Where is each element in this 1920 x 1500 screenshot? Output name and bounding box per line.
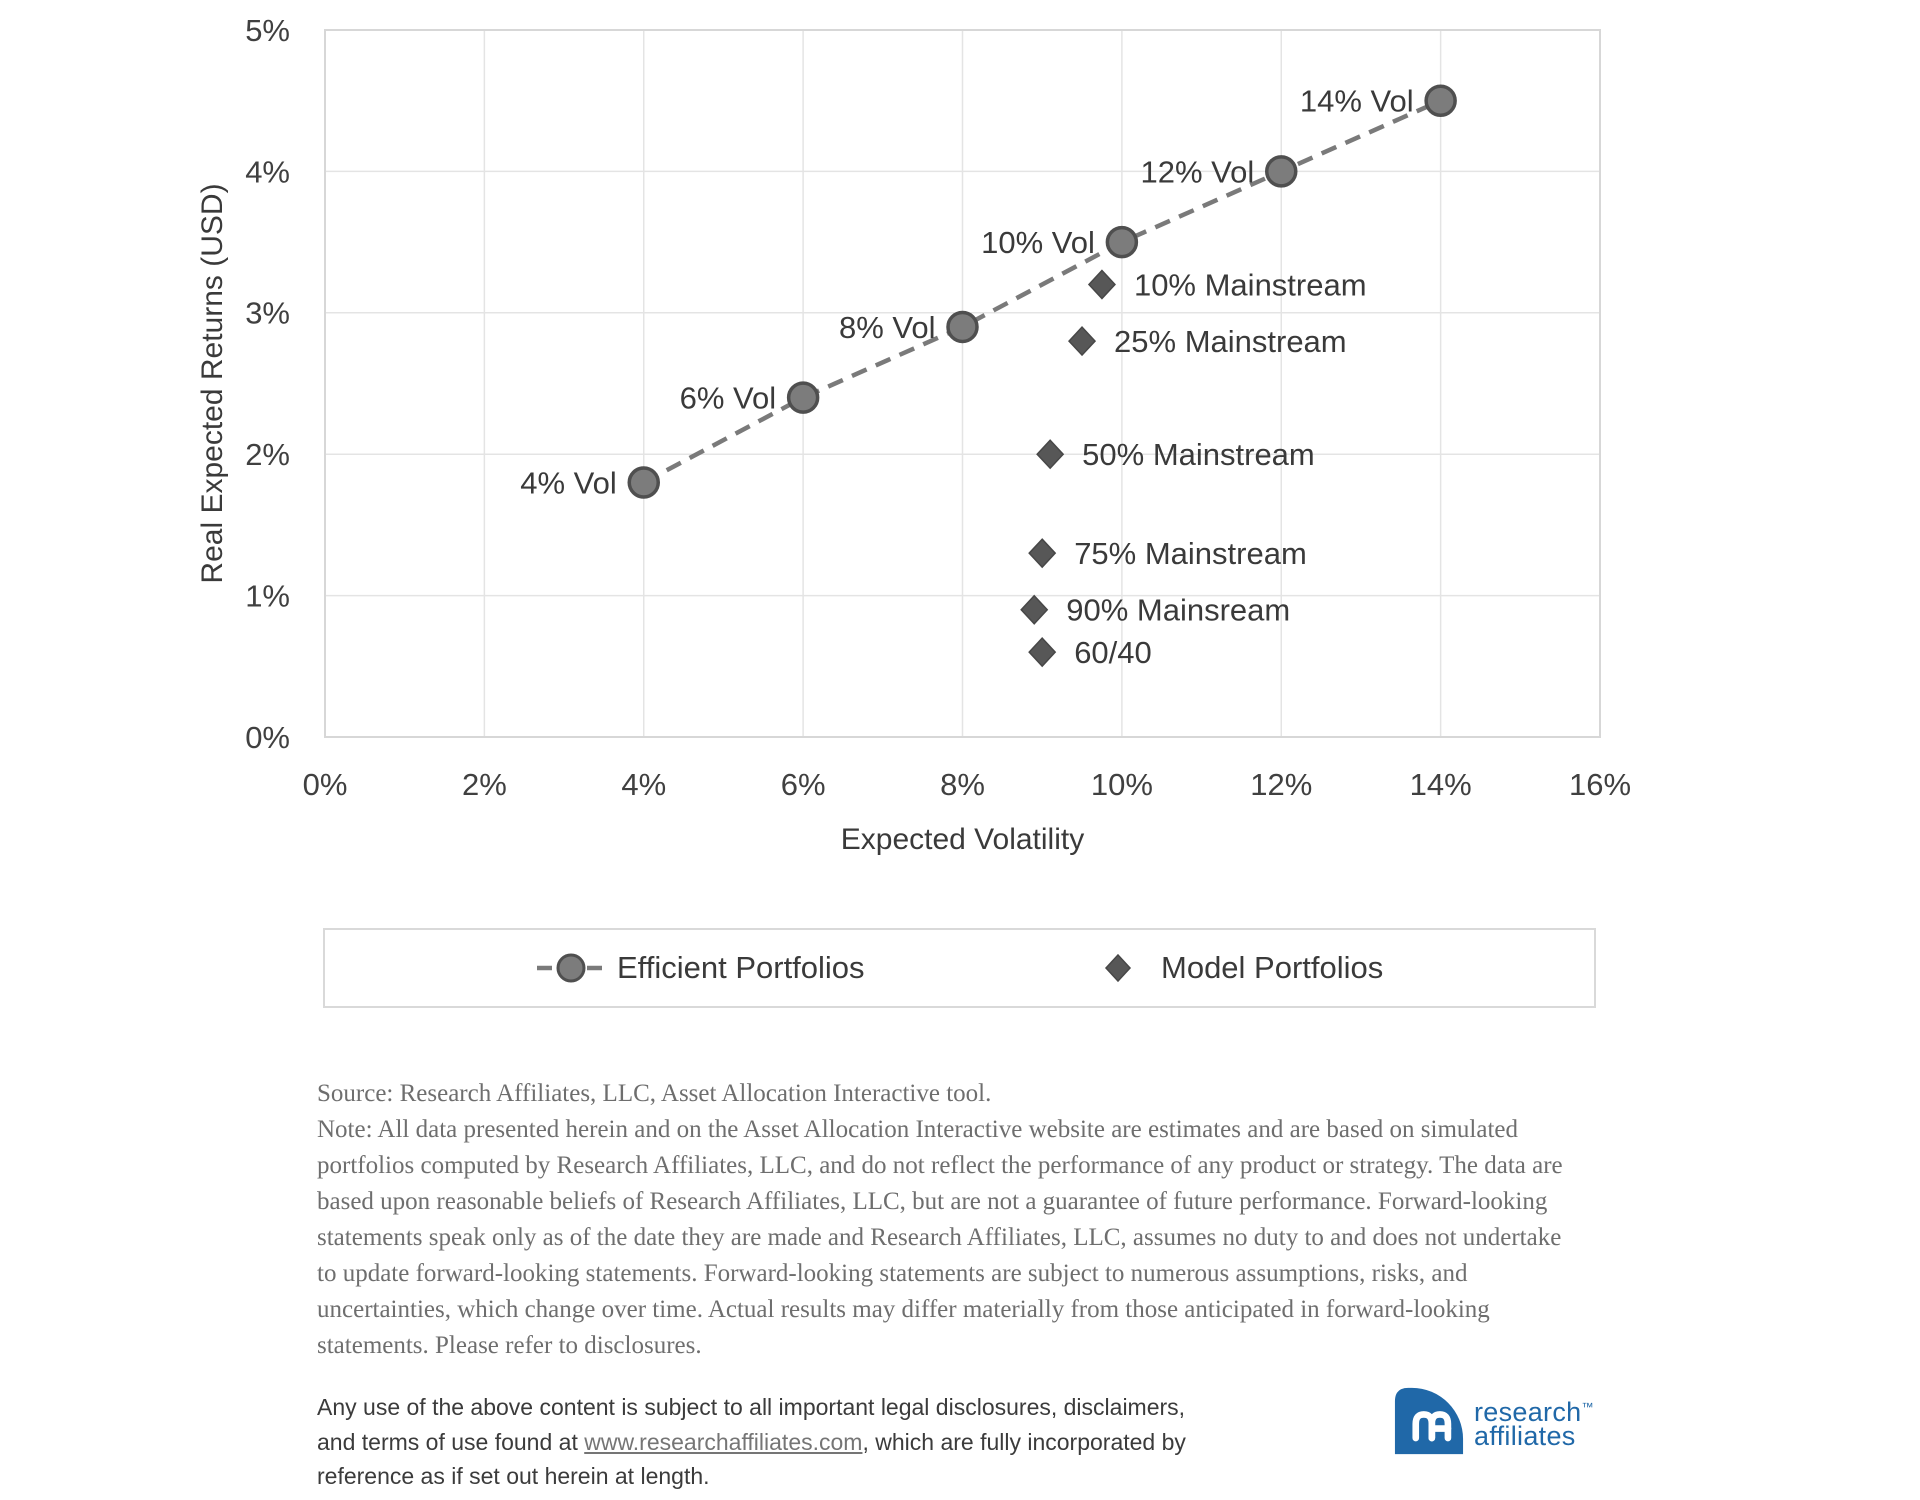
x-axis-tick-label: 14% bbox=[1409, 767, 1472, 802]
efficient-portfolios-marker-icon bbox=[535, 951, 607, 985]
y-axis-tick-label: 5% bbox=[245, 12, 290, 48]
logo-word-affiliates: affiliates bbox=[1474, 1421, 1576, 1451]
legal-line bbox=[317, 1425, 1186, 1460]
legend-label-model: Model Portfolios bbox=[1161, 950, 1384, 985]
data-point-label: 75% Mainstream bbox=[1074, 536, 1307, 572]
model-portfolio-point bbox=[1029, 638, 1055, 666]
logo-wordmark bbox=[1474, 1395, 1594, 1451]
legal-text bbox=[317, 1390, 1186, 1494]
efficient-portfolio-point bbox=[1426, 86, 1455, 115]
x-axis-tick-label: 0% bbox=[302, 767, 348, 802]
legal-line: reference as if set out herein at length. bbox=[317, 1463, 710, 1489]
efficient-portfolio-point bbox=[1107, 228, 1136, 257]
y-axis-tick-label: 1% bbox=[245, 578, 290, 614]
model-portfolio-point bbox=[1021, 596, 1047, 624]
logo-word-research: research bbox=[1474, 1397, 1582, 1427]
data-point-label: 10% Mainstream bbox=[1133, 267, 1367, 303]
y-axis-tick-label: 2% bbox=[245, 437, 290, 473]
efficient-portfolio-point bbox=[948, 312, 977, 341]
data-point-label: 50% Mainstream bbox=[1082, 437, 1315, 473]
chart-legend bbox=[323, 928, 1596, 1008]
note-line: statements speak only as of the date they are made and Research Affiliates, LLC, assumes no duty to and does not undertake bbox=[317, 1224, 1562, 1251]
legend-item-model-portfolios bbox=[1103, 930, 1383, 1006]
researchaffiliates-link[interactable]: www.researchaffiliates.com bbox=[584, 1428, 863, 1455]
efficient-portfolio-point bbox=[629, 468, 658, 497]
data-point-label: 90% Mainsream bbox=[1066, 592, 1291, 628]
note-line: statements. Please refer to disclosures. bbox=[317, 1332, 702, 1359]
ra-logo-mark-icon bbox=[1393, 1386, 1465, 1456]
x-axis-tick-label: 10% bbox=[1090, 767, 1153, 802]
legal-line: Any use of the above content is subject to all important legal disclosures, disclaimers, bbox=[317, 1394, 1186, 1420]
note-line: to update forward-looking statements. Forward-looking statements are subject to numerous assumptions, risks, and bbox=[317, 1260, 1468, 1287]
note-line: Note: All data presented herein and on the Asset Allocation Interactive website are estimates and are based on simulated bbox=[317, 1116, 1518, 1143]
legal-line-text: and terms of use found at bbox=[317, 1428, 585, 1455]
y-axis-tick-label: 3% bbox=[245, 295, 290, 331]
y-axis-tick-label: 0% bbox=[245, 719, 290, 755]
data-point-label: 6% Vol bbox=[679, 380, 777, 416]
efficient-portfolio-point bbox=[789, 383, 818, 412]
data-point-label: 8% Vol bbox=[838, 309, 936, 345]
data-point-label: 60/40 bbox=[1074, 635, 1152, 671]
model-portfolio-point bbox=[1069, 327, 1095, 355]
model-portfolio-point bbox=[1089, 271, 1115, 299]
note-line: uncertainties, which change over time. Actual results may differ materially from those anticipated in forward-looking bbox=[317, 1296, 1490, 1323]
x-axis-tick-label: 12% bbox=[1250, 767, 1313, 802]
source-note bbox=[317, 1076, 1563, 1364]
research-affiliates-logo bbox=[1393, 1386, 1594, 1456]
x-axis-tick-label: 2% bbox=[461, 767, 507, 802]
data-point-label: 25% Mainstream bbox=[1114, 323, 1347, 359]
data-point-label: 12% Vol bbox=[1140, 154, 1255, 190]
y-axis-title: Real Expected Returns (USD) bbox=[196, 183, 229, 584]
legend-item-efficient-portfolios bbox=[535, 930, 865, 1006]
data-point-label: 10% Vol bbox=[981, 224, 1095, 260]
x-axis-tick-label: 8% bbox=[940, 767, 985, 802]
note-line: based upon reasonable beliefs of Research Affiliates, LLC, but are not a guarantee of future performance. Forward-looking bbox=[317, 1188, 1548, 1215]
x-axis-tick-label: 4% bbox=[621, 767, 667, 802]
data-point-label: 4% Vol bbox=[520, 465, 617, 501]
data-point-label: 14% Vol bbox=[1299, 83, 1414, 119]
source-line: Source: Research Affiliates, LLC, Asset Allocation Interactive tool. bbox=[317, 1080, 992, 1107]
note-line: portfolios computed by Research Affiliates, LLC, and do not reflect the performance of any product or strategy. The data are bbox=[317, 1152, 1563, 1179]
x-axis-title: Expected Volatility bbox=[840, 823, 1085, 856]
y-axis-tick-label: 4% bbox=[245, 154, 290, 190]
model-portfolios-marker-icon bbox=[1103, 951, 1133, 985]
model-portfolio-point bbox=[1029, 539, 1055, 567]
legend-label-efficient: Efficient Portfolios bbox=[617, 950, 865, 985]
model-portfolio-point bbox=[1037, 440, 1063, 468]
x-axis-tick-label: 16% bbox=[1568, 767, 1632, 802]
legal-line-text: , which are fully incorporated by bbox=[862, 1428, 1186, 1455]
x-axis-tick-label: 6% bbox=[780, 767, 826, 802]
trademark-symbol: ™ bbox=[1581, 1400, 1594, 1414]
efficient-portfolio-point bbox=[1267, 157, 1296, 186]
